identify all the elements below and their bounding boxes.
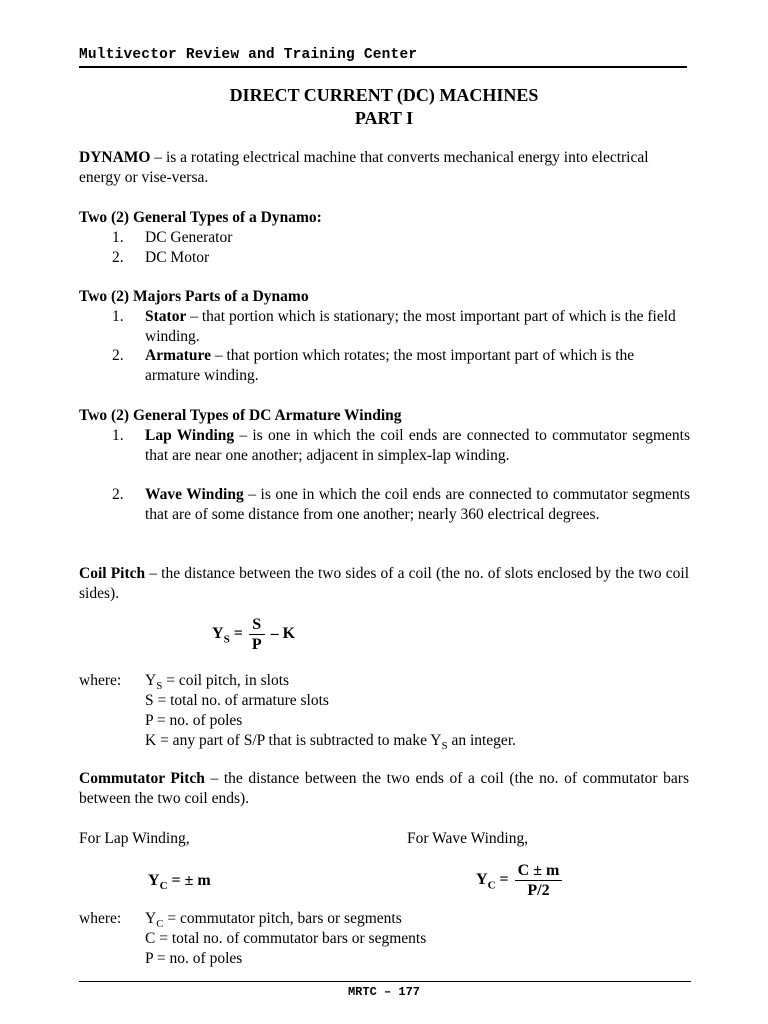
formula-symbol: Y bbox=[212, 625, 224, 643]
list-number: 2. bbox=[112, 347, 124, 364]
fraction-denominator: P/2 bbox=[527, 882, 550, 899]
coil-pitch-term: Coil Pitch bbox=[79, 565, 146, 582]
list-item bbox=[112, 426, 690, 466]
list-item bbox=[112, 346, 690, 386]
list-text: DC Generator bbox=[145, 229, 233, 246]
list-text: – is one in which the coil ends are connected to commutator segments that are of some distance from one another; nearly 360 electrical degrees. bbox=[145, 486, 690, 523]
page-header: Multivector Review and Training Center bbox=[79, 47, 418, 63]
commutator-pitch-term: Commutator Pitch bbox=[79, 770, 205, 787]
header-rule bbox=[79, 66, 687, 68]
where-text: = coil pitch, in slots bbox=[162, 672, 290, 689]
where-symbol: Y bbox=[145, 910, 157, 927]
document-title: DIRECT CURRENT (DC) MACHINES bbox=[229, 85, 539, 105]
where-symbol: Y bbox=[145, 672, 157, 689]
list-term: Wave Winding bbox=[145, 486, 244, 503]
page-footer: MRTC – 177 bbox=[347, 985, 420, 999]
where-text: K = any part of S/P that is subtracted to make Y bbox=[145, 732, 442, 749]
where-line: C = total no. of commutator bars or segments bbox=[145, 930, 427, 947]
formula-remainder: = ± m bbox=[167, 872, 211, 889]
where-text: an integer. bbox=[447, 732, 516, 749]
dynamo-definition bbox=[79, 148, 689, 188]
coil-pitch-definition bbox=[79, 564, 689, 604]
formula-subscript: C bbox=[487, 879, 496, 892]
list-term: Armature bbox=[145, 347, 211, 364]
coil-pitch-formula bbox=[212, 615, 295, 654]
document-subtitle: PART I bbox=[354, 108, 414, 128]
list-number: 2. bbox=[112, 486, 124, 503]
wave-winding-label: For Wave Winding, bbox=[407, 830, 529, 847]
formula-symbol: Y bbox=[476, 871, 488, 889]
list-number: 2. bbox=[112, 249, 124, 266]
list-text: DC Motor bbox=[145, 249, 210, 266]
list-number: 1. bbox=[112, 229, 124, 246]
where-label: where: bbox=[79, 672, 122, 689]
dynamo-text: – is a rotating electrical machine that converts mechanical energy into electrical energy or vise-versa. bbox=[79, 149, 649, 186]
fraction-numerator: S bbox=[249, 615, 265, 635]
where-line: P = no. of poles bbox=[145, 950, 243, 967]
list-item bbox=[112, 485, 690, 525]
formula-subscript: C bbox=[159, 880, 168, 893]
lap-winding-label: For Lap Winding, bbox=[79, 830, 190, 847]
where-line bbox=[145, 731, 516, 756]
where-subscript: S bbox=[441, 740, 448, 753]
where-subscript: C bbox=[156, 918, 164, 931]
formula-subscript: S bbox=[223, 633, 230, 646]
list-item bbox=[112, 307, 690, 347]
list-number: 1. bbox=[112, 308, 124, 325]
where-label: where: bbox=[79, 910, 122, 927]
formula-fraction bbox=[515, 861, 563, 900]
fraction-numerator: C ± m bbox=[515, 861, 563, 881]
footer-rule bbox=[79, 981, 691, 982]
list-term: Stator bbox=[145, 308, 187, 325]
formula-equals: = bbox=[229, 625, 247, 643]
list-term: Lap Winding bbox=[145, 427, 235, 444]
types-heading: Two (2) General Types of a Dynamo: bbox=[79, 209, 322, 226]
wave-formula bbox=[476, 861, 564, 900]
where-text: = commutator pitch, bars or segments bbox=[163, 910, 402, 927]
where-line: P = no. of poles bbox=[145, 712, 243, 729]
list-text: – that portion which is stationary; the most important part of which is the field winding. bbox=[145, 308, 676, 345]
windings-heading: Two (2) General Types of DC Armature Winding bbox=[79, 407, 402, 424]
list-item bbox=[112, 228, 690, 248]
formula-symbol: Y bbox=[148, 872, 160, 889]
list-text: – is one in which the coil ends are connected to commutator segments that are near one another; adjacent in simplex-lap winding. bbox=[145, 427, 690, 464]
where-line: S = total no. of armature slots bbox=[145, 692, 329, 709]
lap-formula bbox=[148, 872, 211, 892]
parts-heading: Two (2) Majors Parts of a Dynamo bbox=[79, 288, 309, 305]
commutator-pitch-definition bbox=[79, 769, 689, 809]
list-number: 1. bbox=[112, 427, 124, 444]
commutator-pitch-text: – the distance between the two ends of a coil (the no. of commutator bars between the two coil ends). bbox=[79, 770, 689, 807]
where-subscript: S bbox=[156, 680, 163, 693]
coil-pitch-text: – the distance between the two sides of a coil (the no. of slots enclosed by the two coil sides). bbox=[79, 565, 690, 602]
formula-equals: = bbox=[495, 871, 513, 889]
formula-remainder: – K bbox=[266, 625, 296, 643]
dynamo-term: DYNAMO bbox=[79, 149, 151, 166]
formula-fraction bbox=[249, 615, 265, 654]
fraction-denominator: P bbox=[251, 636, 262, 653]
list-text: – that portion which rotates; the most important part of which is the armature winding. bbox=[145, 347, 635, 384]
list-item bbox=[112, 248, 690, 268]
